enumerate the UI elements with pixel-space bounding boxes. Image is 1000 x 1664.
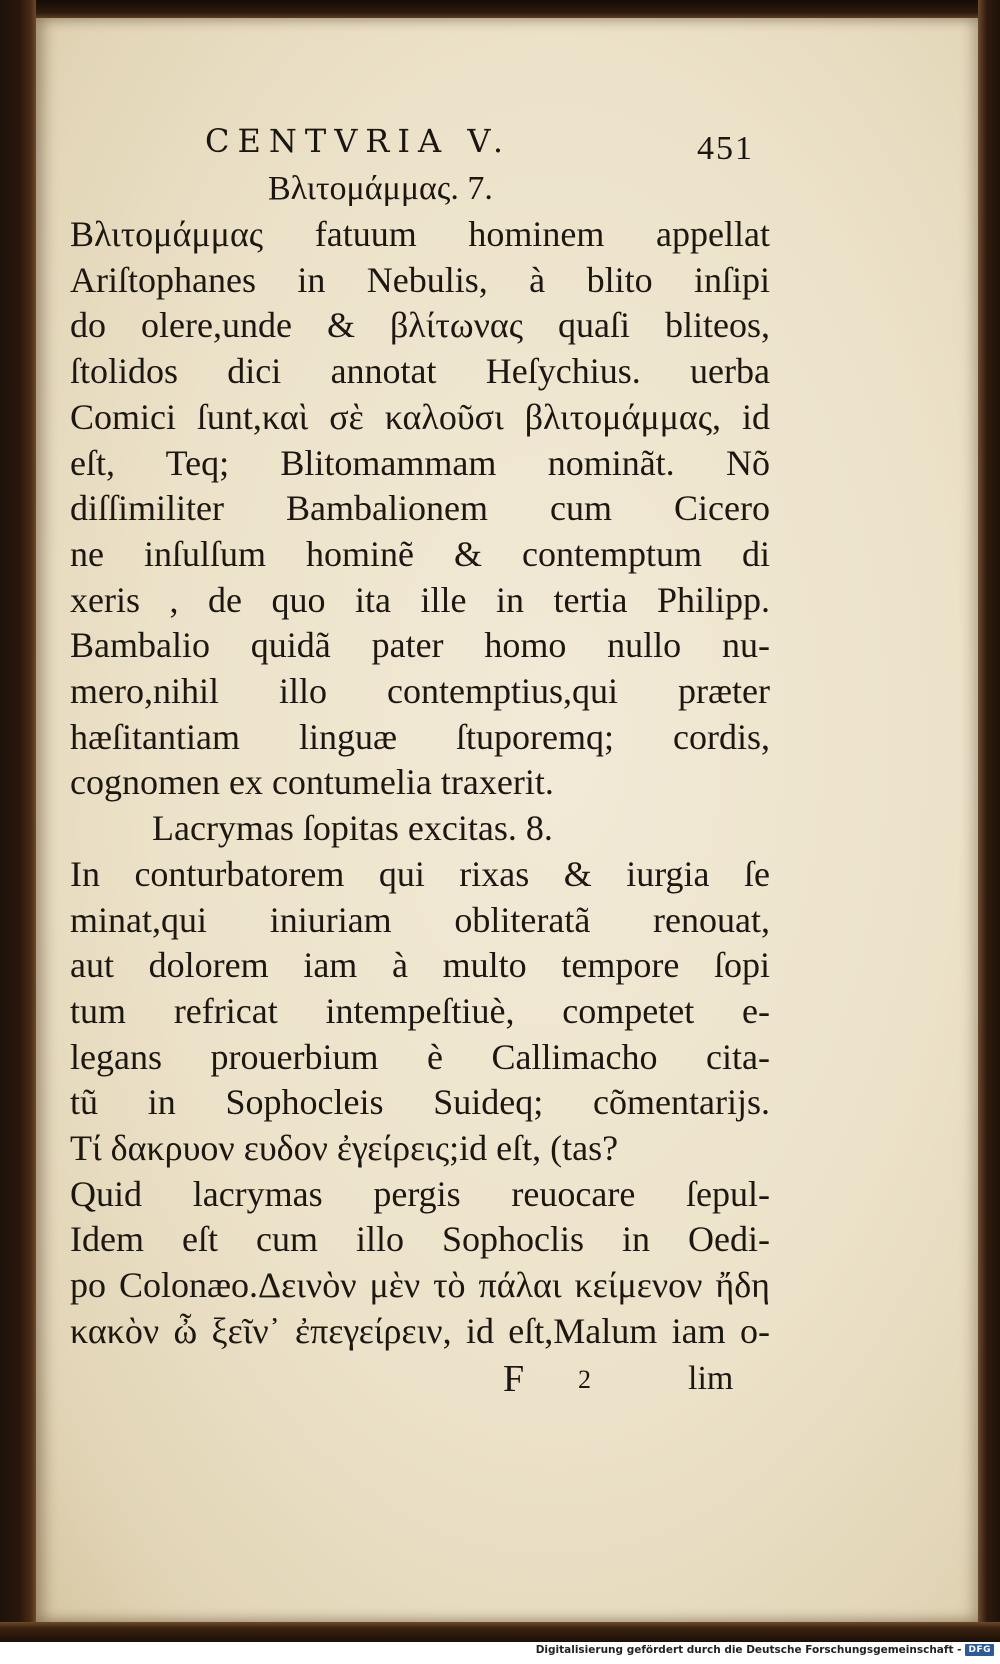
signature-mark: F <box>503 1358 525 1400</box>
text-line: aut dolorem iam à multo tempore ſopi <box>70 945 770 986</box>
scan-edge-right <box>978 0 1000 1640</box>
text-line: cognomen ex contumelia traxerit. <box>70 762 554 803</box>
text-line: legans prouerbium è Callimacho cita- <box>70 1036 770 1077</box>
adage-title: Βλιτομάμμας. 7. <box>268 170 493 207</box>
text-line: minat,qui iniuriam obliteratã renouat, <box>70 899 770 940</box>
text-line: po Colonæo.Δεινὸν μὲν τὸ πάλαι κείμενον ἤδη <box>70 1265 770 1306</box>
text-line: Comici ſunt,καὶ σὲ καλοῦσι βλιτομάμμας, id <box>70 396 770 437</box>
text-line: Bambalio quidã pater homo nullo nu- <box>70 625 770 666</box>
page-number: 451 <box>697 130 754 167</box>
signature-number: 2 <box>578 1365 591 1394</box>
credit-text: Digitalisierung gefördert durch die Deutsche Forschungsgemeinschaft - <box>535 1644 962 1656</box>
text-line: Βλιτομάμμας fatuum hominem appellat <box>70 214 770 254</box>
running-title: CENTVRIA V. <box>205 122 511 160</box>
scan-edge-left <box>0 0 36 1640</box>
text-line: tum refricat intempeſtiuè, competet e- <box>70 990 770 1031</box>
text-line: Ariſtophanes in Nebulis, à blito inſipi <box>70 259 770 300</box>
text-line: ne inſulſum hominẽ & contemptum di <box>70 533 770 574</box>
text-line: do olere,unde & βλίτωνας quaſi bliteos, <box>70 305 770 346</box>
text-line: κακὸν ὦ ξεῖν᾽ ἐπεγείρειν, id eſt,Malum iam o- <box>70 1310 770 1351</box>
scan-edge-bottom <box>0 1622 1000 1642</box>
text-line: xeris , de quo ita ille in tertia Philipp. <box>70 579 770 620</box>
text-line: mero,nihil illo contemptius,qui præter <box>70 671 770 712</box>
text-line: hæſitantiam linguæ ſtuporemq; cordis, <box>70 716 770 757</box>
text-line: tũ in Sophocleis Suideq; cõmentarijs. <box>70 1082 770 1123</box>
text-line: Idem eſt cum illo Sophoclis in Oedi- <box>70 1219 770 1260</box>
text-line: ſtolidos dici annotat Heſychius. uerba <box>70 351 770 392</box>
catchword: lim <box>688 1360 734 1397</box>
body-text <box>70 212 770 1355</box>
text-line: eſt, Teq; Blitomammam nominãt. Nõ <box>70 442 770 483</box>
scan-edge-top <box>0 0 1000 18</box>
text-line: diſſimiliter Bambalionem cum Cicero <box>70 488 770 529</box>
text-line: Τί δακρυον ευδον ἐγείρεις;id eſt, (tas? <box>70 1128 619 1169</box>
section-heading: Lacrymas ſopitas excitas. 8. <box>152 808 553 849</box>
digitization-credit <box>536 1644 994 1656</box>
dfg-logo: DFG <box>965 1644 994 1656</box>
text-line: In conturbatorem qui rixas & iurgia ſe <box>70 853 770 894</box>
text-line: Quid lacrymas pergis reuocare ſepul- <box>70 1173 770 1214</box>
